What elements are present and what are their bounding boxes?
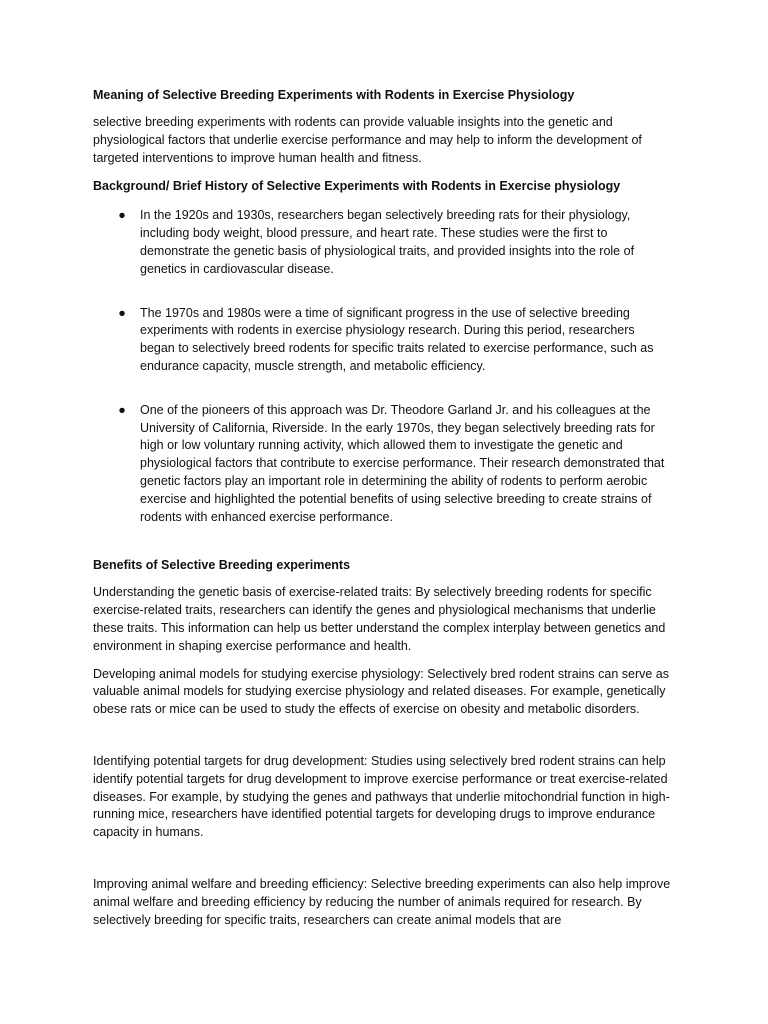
paragraph-meaning: selective breeding experiments with rodents can provide valuable insights into the genetic and physiological factors that underlie exercise performance and may help to inform the development of targeted interventions to improve human health and fitness. (93, 115, 642, 165)
bullet-dot-icon: ● (118, 402, 126, 417)
paragraph-spacer (93, 852, 672, 876)
paragraph-benefit-genetic-basis: Understanding the genetic basis of exercise-related traits: By selectively breeding rodents for specific exercise-related traits, researchers can identify the genes and physiological mechanisms that underlie these traits. This information can help us better understand the complex interplay between genetics and environment in shaping exercise performance and health. (93, 585, 666, 653)
paragraph-spacer (93, 729, 672, 753)
bullet-text: One of the pioneers of this approach was Dr. Theodore Garland Jr. and his colleagues at the University of California, Riverside. In the early 1970s, they began selectively breeding rats for high or low voluntary running activity, which allowed them to investigate the genetic and physiological factors that contribute to exercise performance. Their research demonstrated that genetic factors play an important role in determining the ability of rodents to perform aerobic exercise and highlighted the potential benefits of using selective breeding to create strains of rodents with enhanced exercise performance. (140, 402, 665, 524)
section-heading-benefits: Benefits of Selective Breeding experiments (93, 558, 351, 573)
bullet-dot-icon: ● (118, 305, 126, 320)
bullet-text: In the 1920s and 1930s, researchers began selectively breeding rats for their physiology, including body weight, blood pressure, and heart rate. These studies were the first to demonstrate the genetic basis of physiological traits, and provided insights into the role of genetics in cardiovascular disease. (140, 208, 635, 276)
bullet-text: The 1970s and 1980s were a time of significant progress in the use of selective breeding experiments with rodents in exercise physiology research. During this period, researchers began to selectively breed rodents for specific traits related to exercise performance, such as endurance capacity, muscle strength, and metabolic efficiency. (140, 305, 654, 373)
section-heading-background: Background/ Brief History of Selective Experiments with Rodents in Exercise physiology (93, 179, 621, 194)
list-item (93, 207, 672, 278)
bullet-dot-icon: ● (118, 208, 126, 223)
paragraph-benefit-drug-targets: Identifying potential targets for drug development: Studies using selectively bred rodent strains can help identify potential targets for drug development to improve exercise performance or treat exercise-related diseases. For example, by studying the genes and pathways that underlie mitochondrial function in high-running mice, researchers have identified potential targets for developing drugs to improve endurance capacity in humans. (93, 753, 670, 840)
background-bullet-list (93, 207, 672, 526)
section-heading-meaning: Meaning of Selective Breeding Experiments with Rodents in Exercise Physiology (93, 88, 575, 102)
list-item (93, 305, 672, 376)
paragraph-benefit-animal-models: Developing animal models for studying exercise physiology: Selectively bred rodent strains can serve as valuable animal models for studying exercise physiology and related diseases. For example, genetically obese rats or mice can be used to study the effects of exercise on obesity and metabolic disorders. (93, 666, 669, 717)
list-item (93, 402, 672, 527)
paragraph-benefit-animal-welfare: Improving animal welfare and breeding efficiency: Selective breeding experiments can also help improve animal welfare and breeding efficiency by reducing the number of animals required for research. By selectively breeding for specific traits, researchers can create animal models that are (93, 876, 671, 927)
